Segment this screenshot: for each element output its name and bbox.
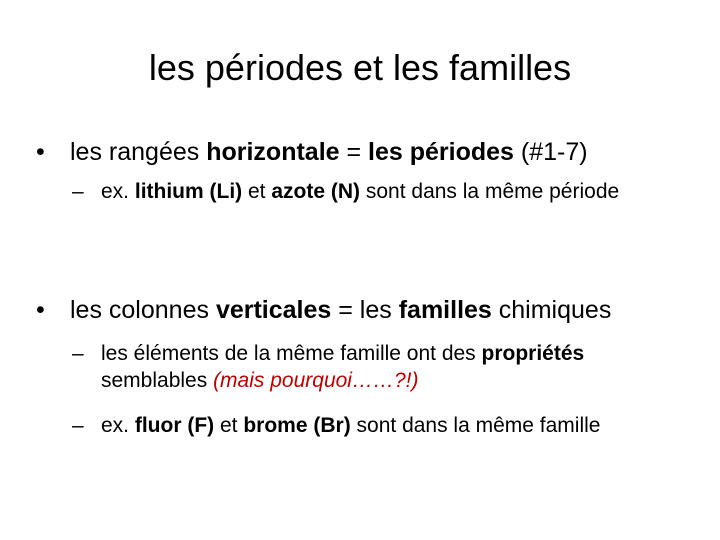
text: (#1-7) <box>513 138 588 166</box>
sub-bullet-family-properties <box>72 340 672 394</box>
bullet-families <box>36 295 696 325</box>
dash-marker: – <box>72 414 84 437</box>
text: semblables <box>101 369 214 392</box>
bold-text: les périodes <box>368 138 514 166</box>
text: ex. <box>101 180 135 203</box>
bold-text: propriétés <box>481 342 585 365</box>
bullet-marker: • <box>36 296 45 324</box>
text: sont dans la même période <box>360 180 620 203</box>
bold-text: horizontale <box>206 138 340 166</box>
bold-text: verticales <box>215 296 332 324</box>
dash-marker: – <box>72 342 84 365</box>
text: chimiques <box>491 296 612 324</box>
sub-bullet-text <box>72 412 672 439</box>
dash-marker: – <box>72 180 84 203</box>
bold-text: fluor (F) <box>134 414 215 437</box>
text: = <box>339 138 369 166</box>
red-italic-text: (mais pourquoi……?!) <box>213 369 419 392</box>
slide-title: les périodes et les familles <box>148 47 572 88</box>
bold-text: lithium (Li) <box>134 180 243 203</box>
sub-bullet-period-example <box>72 178 672 205</box>
text: les colonnes <box>70 296 216 324</box>
bold-text: brome (Br) <box>243 414 351 437</box>
bullet-marker: • <box>36 138 45 166</box>
text: les éléments de la même famille ont des <box>101 342 482 365</box>
bold-text: azote (N) <box>271 180 361 203</box>
text: et <box>242 180 272 203</box>
sub-bullet-text <box>72 178 672 205</box>
bold-text: familles <box>398 296 492 324</box>
text: = les <box>331 296 399 324</box>
bullet-periods <box>36 137 696 167</box>
text: sont dans la même famille <box>350 414 601 437</box>
text: et <box>214 414 244 437</box>
text: ex. <box>101 414 135 437</box>
sub-bullet-family-example <box>72 412 672 439</box>
text: les rangées <box>70 138 207 166</box>
sub-bullet-text <box>72 340 672 394</box>
